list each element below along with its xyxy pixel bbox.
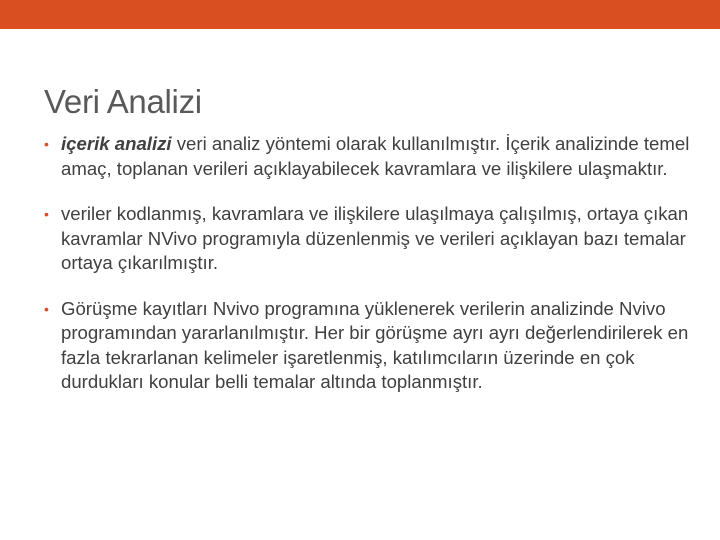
top-accent-bar — [0, 0, 720, 29]
bullet-item-2 — [44, 202, 694, 276]
slide-title: Veri Analizi — [44, 83, 202, 121]
bullet-dot-icon: • — [44, 136, 49, 152]
bullet-text: Görüşme kayıtları Nvivo programına yüklenerek verilerin analizinde Nvivo programından yararlanılmıştır. Her bir görüşme ayrı ayrı değerlendirilerek en fazla tekrarlanan kelimeler işaretlenmiş, katılımcıların üzerinde en çok durdukları konular belli temalar altında toplanmıştır. — [61, 297, 689, 392]
bullet-term: içerik analizi — [61, 133, 172, 154]
bullet-text: veriler kodlanmış, kavramlara ve ilişkilere ulaşılmaya çalışılmış, ortaya çıkan kavramlar NVivo programıyla düzenlenmiş ve verileri açıklayan bazı temalar ortaya çıkarılmıştır. — [61, 203, 689, 273]
bullet-text: veri analiz yöntemi olarak kullanılmıştır. İçerik analizinde temel amaç, toplanan verileri açıklayabilecek kavramlara ve ilişkilere ulaşmaktır. — [61, 133, 690, 179]
bullet-dot-icon: • — [44, 300, 49, 317]
bullet-item-1 — [44, 132, 694, 181]
bullet-item-3 — [44, 297, 694, 395]
bullet-dot-icon: • — [44, 206, 49, 222]
bullet-list — [44, 132, 694, 416]
